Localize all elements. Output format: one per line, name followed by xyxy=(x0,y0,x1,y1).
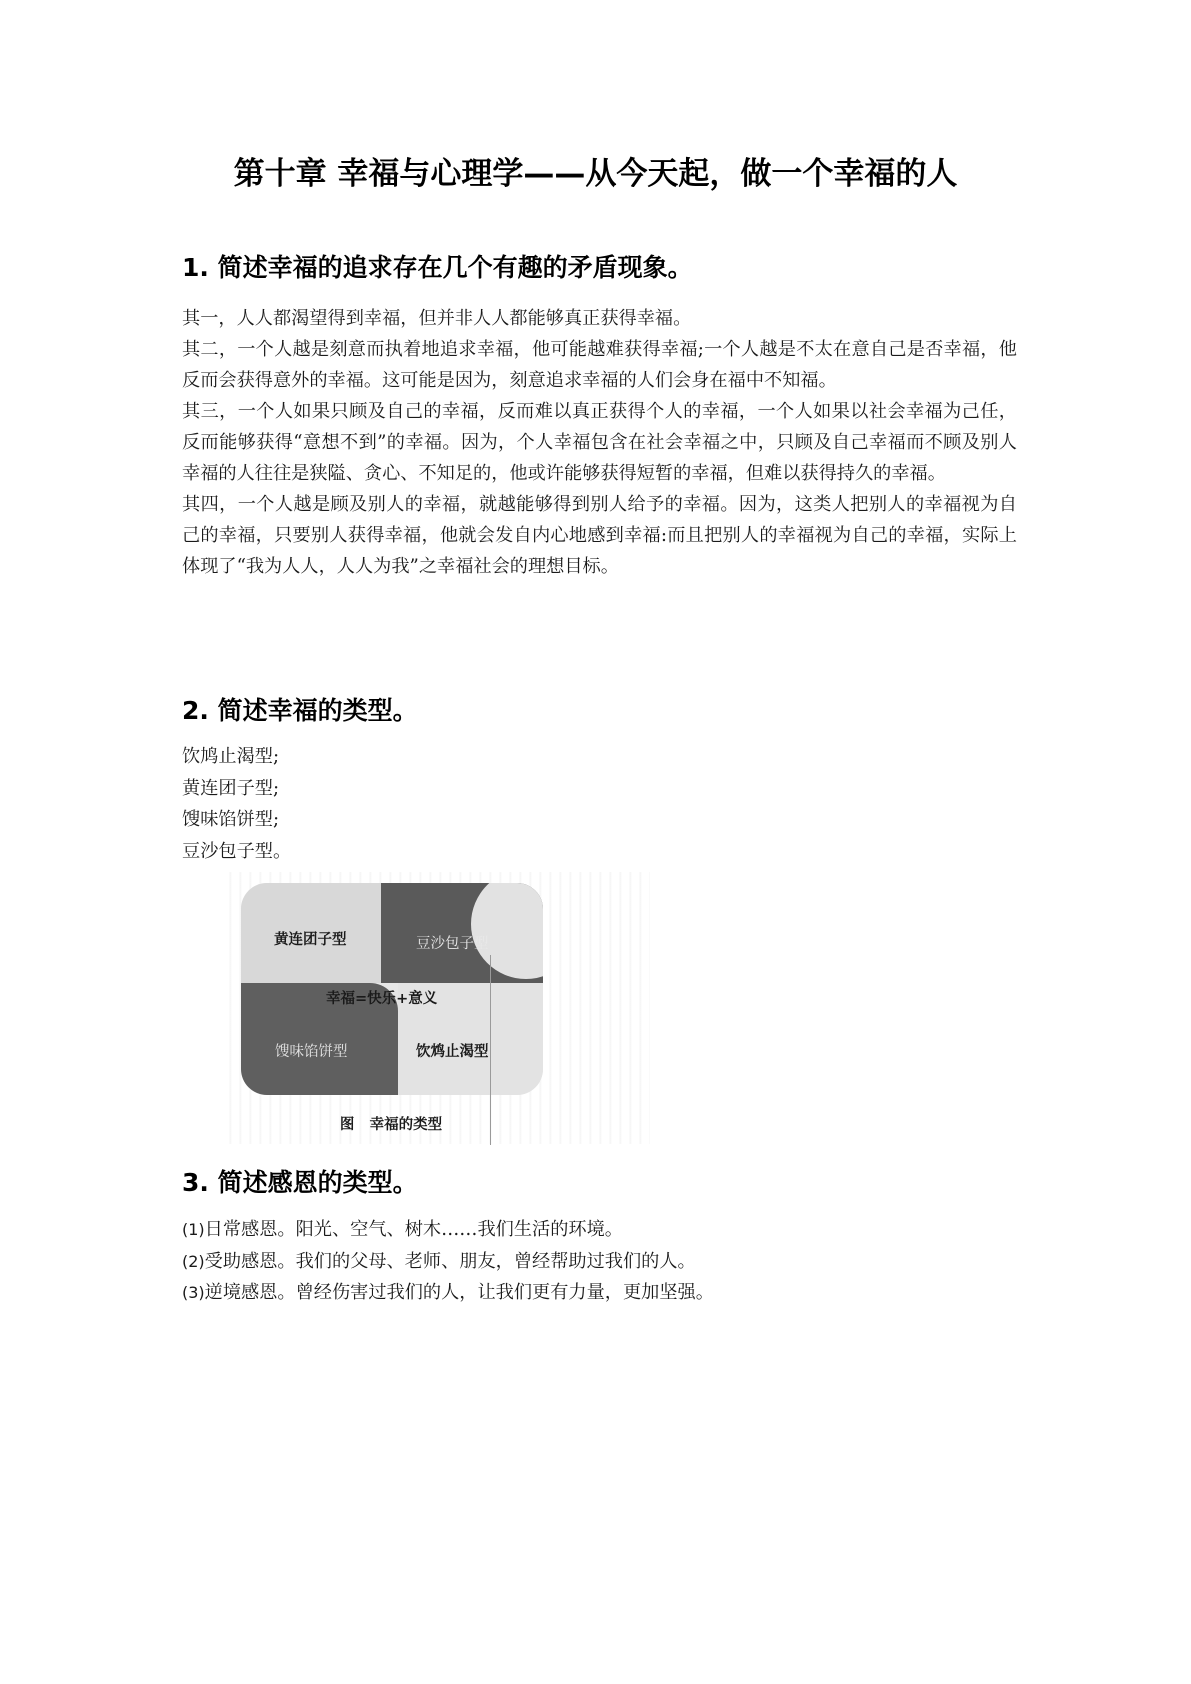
item-text: 受助感恩。我们的父母、老师、朋友，曾经帮助过我们的人。 xyxy=(204,1250,696,1272)
question-3-heading: 3. 简述感恩的类型。 xyxy=(182,1168,418,1197)
figure-label-center: 幸福=快乐+意义 xyxy=(326,991,438,1007)
gratitude-type-item xyxy=(182,1277,1017,1309)
question-1-answer xyxy=(182,303,1017,582)
item-text: 逆境感恩。曾经伤害过我们的人，让我们更有力量，更加坚强。 xyxy=(204,1282,714,1303)
item-text: 日常感恩。阳光、空气、树木……我们生活的环境。 xyxy=(204,1219,623,1240)
happiness-type-item: 馊味馅饼型; xyxy=(182,809,280,830)
answer-paragraph-3: 其三，一个人如果只顾及自己的幸福，反而难以真正获得个人的幸福，一个人如果以社会幸福为己任，反而能够获得“意想不到”的幸福。因为，个人幸福包含在社会幸福之中，只顾及自己幸福而不顾及别人幸福的人往往是狭隘、贪心、不知足的，他或许能够获得短暂的幸福，但难以获得持久的幸福。 xyxy=(182,401,1017,484)
question-1-heading: 1. 简述幸福的追求存在几个有趣的矛盾现象。 xyxy=(182,253,693,282)
figure-label-top-left: 黄连团子型 xyxy=(274,932,347,948)
figure-caption: 图 幸福的类型 xyxy=(339,1117,443,1133)
happiness-type-item: 饮鸠止渴型; xyxy=(182,746,280,767)
answer-paragraph-1: 其一，人人都渴望得到幸福，但并非人人都能够真正获得幸福。 xyxy=(182,308,692,329)
figure-label-bottom-left: 馊味馅饼型 xyxy=(275,1044,348,1060)
item-number: (3) xyxy=(182,1283,205,1302)
figure-label-bottom-right: 饮鸩止渴型 xyxy=(416,1044,489,1060)
gratitude-type-item xyxy=(182,1246,1017,1278)
question-2-answer xyxy=(182,741,1017,867)
question-2-heading: 2. 简述幸福的类型。 xyxy=(182,696,418,725)
figure-label-top-right: 豆沙包子型 xyxy=(416,936,489,952)
item-number: (2) xyxy=(182,1251,205,1271)
gratitude-type-item xyxy=(182,1214,1017,1246)
happiness-type-item: 豆沙包子型。 xyxy=(182,840,292,862)
answer-paragraph-2: 其二，一个人越是刻意而执着地追求幸福，他可能越难获得幸福;一个人越是不太在意自己是否幸福，他反而会获得意外的幸福。这可能是因为，刻意追求幸福的人们会身在福中不知福。 xyxy=(182,339,1017,391)
chapter-title: 第十章 幸福与心理学——从今天起，做一个幸福的人 xyxy=(233,156,958,192)
item-number: (1) xyxy=(182,1220,205,1239)
question-3-answer xyxy=(182,1214,1017,1309)
answer-paragraph-4: 其四，一个人越是顾及别人的幸福，就越能够得到别人给予的幸福。因为，这类人把别人的幸福视为自己的幸福，只要别人获得幸福，他就会发自内心地感到幸福:而且把别人的幸福视为自己的幸福，实际上体现了“我为人人，人人为我”之幸福社会的理想目标。 xyxy=(182,494,1017,577)
happiness-type-item: 黄连团子型; xyxy=(182,777,280,799)
